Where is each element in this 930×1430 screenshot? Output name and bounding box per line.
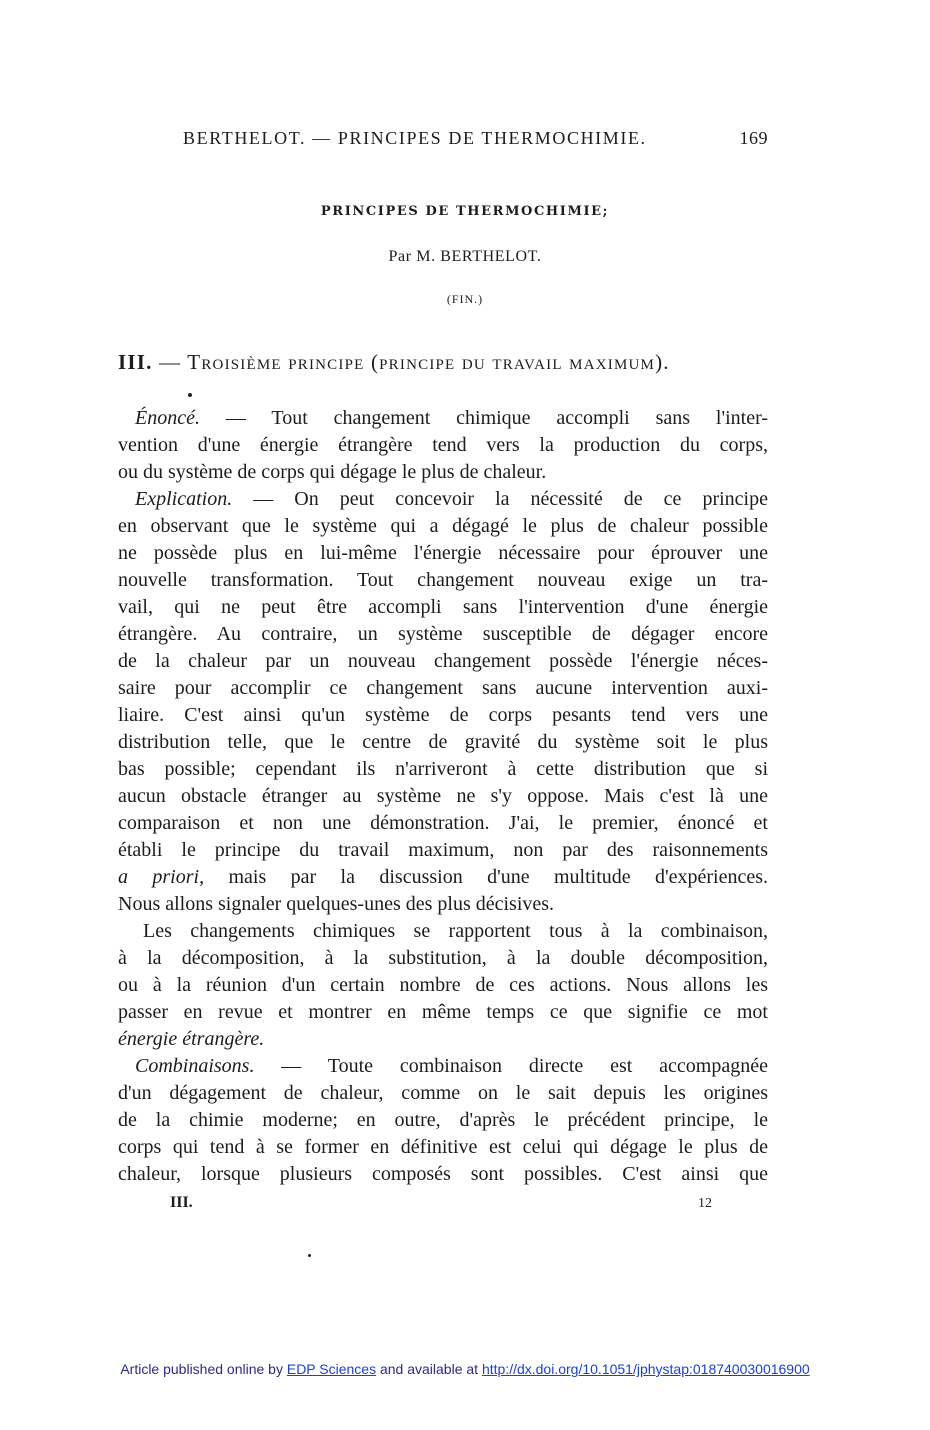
text-line: vail, qui ne peut être accompli sans l'intervention d'une énergie (118, 596, 768, 618)
running-head (183, 128, 768, 149)
text-line: de la chimie moderne; en outre, d'après le précédent principe, le (118, 1109, 768, 1131)
doi-link[interactable]: http://dx.doi.org/10.1051/jphystap:018740030016900 (481, 1361, 810, 1377)
run-in-head: Explication. (135, 488, 233, 510)
page-number: 169 (739, 128, 768, 148)
continuation-mark: (FIN.) (446, 292, 484, 306)
text-line: d'un dégagement de chaleur, comme on le sait depuis les origines (118, 1082, 768, 1104)
article-author: Par M. BERTHELOT. (388, 248, 542, 265)
article-title: PRINCIPES DE THERMOCHIMIE; (320, 204, 610, 219)
text-line: Les changements chimiques se rapportent tous à la combinaison, (143, 920, 768, 942)
running-head-text: BERTHELOT. — PRINCIPES DE THERMOCHIMIE. (183, 128, 647, 148)
section-heading (118, 350, 778, 375)
sheet-number: 12 (698, 1196, 712, 1211)
section-number: III. (118, 350, 153, 374)
run-in-head: Énoncé. (135, 407, 200, 429)
text-line: ou à la réunion d'un certain nombre de ces actions. Nous allons les (118, 974, 768, 996)
text-line: Nous allons signaler quelques-unes des plus décisives. (118, 893, 555, 915)
text-line (118, 1026, 768, 1053)
text-line: en observant que le système qui a dégagé le plus de chaleur possible (118, 515, 768, 537)
text-line: nouvelle transformation. Tout changement nouveau exige un tra- (118, 569, 768, 591)
publisher-link[interactable]: EDP Sciences (286, 1361, 377, 1377)
text-line: à la décomposition, à la substitution, à la double décomposition, (118, 947, 768, 969)
text-line: aucun obstacle étranger au système ne s'y oppose. Mais c'est là une (118, 785, 768, 807)
text-line: ne possède plus en lui-même l'énergie nécessaire pour éprouver une (118, 542, 768, 564)
text-line: ou du système de corps qui dégage le plus de chaleur. (118, 461, 547, 483)
text-line: Explication. — On peut concevoir la nécessité de ce principe (135, 488, 768, 510)
text-line: saire pour accomplir ce changement sans aucune intervention auxi- (118, 677, 768, 699)
run-in-head: Combinaisons. (135, 1055, 255, 1077)
section-title: — Troisième principe (principe du travail maximum). (159, 350, 670, 374)
text-line: vention d'une énergie étrangère tend vers la production du corps, (118, 434, 768, 456)
text-line: Énoncé. — Tout changement chimique accompli sans l'inter- (135, 407, 768, 429)
stray-ink-dot (188, 393, 192, 397)
text-line: établi le principe du travail maximum, non par des raisonnements (118, 839, 768, 861)
text-line: a priori, mais par la discussion d'une multitude d'expériences. (118, 866, 768, 888)
signature-mark: III. (170, 1194, 193, 1211)
italic-phrase: énergie étrangère. (118, 1028, 265, 1050)
text-line: comparaison et non une démonstration. J'ai, le premier, énoncé et (118, 812, 768, 834)
text-line: de la chaleur par un nouveau changement possède l'énergie néces- (118, 650, 768, 672)
publication-note: Article published online by EDP Sciences and available at http://dx.doi.org/10.1051/jphystap:018740030016900 (120, 1361, 810, 1377)
text-line: liaire. C'est ainsi qu'un système de corps pesants tend vers une (118, 704, 768, 726)
text-line: distribution telle, que le centre de gravité du système soit le plus (118, 731, 768, 753)
stray-ink-dot (308, 1254, 311, 1257)
italic-phrase: a priori, (118, 866, 205, 888)
text-line: chaleur, lorsque plusieurs composés sont possibles. C'est ainsi que (118, 1163, 768, 1185)
text-line: corps qui tend à se former en définitive est celui qui dégage le plus de (118, 1136, 768, 1158)
text-line: Combinaisons. — Toute combinaison directe est accompagnée (135, 1055, 768, 1077)
text-line: étrangère. Au contraire, un système susceptible de dégager encore (118, 623, 768, 645)
text-line: bas possible; cependant ils n'arriveront à cette distribution que si (118, 758, 768, 780)
text-line: passer en revue et montrer en même temps ce que signifie ce mot (118, 1001, 768, 1023)
